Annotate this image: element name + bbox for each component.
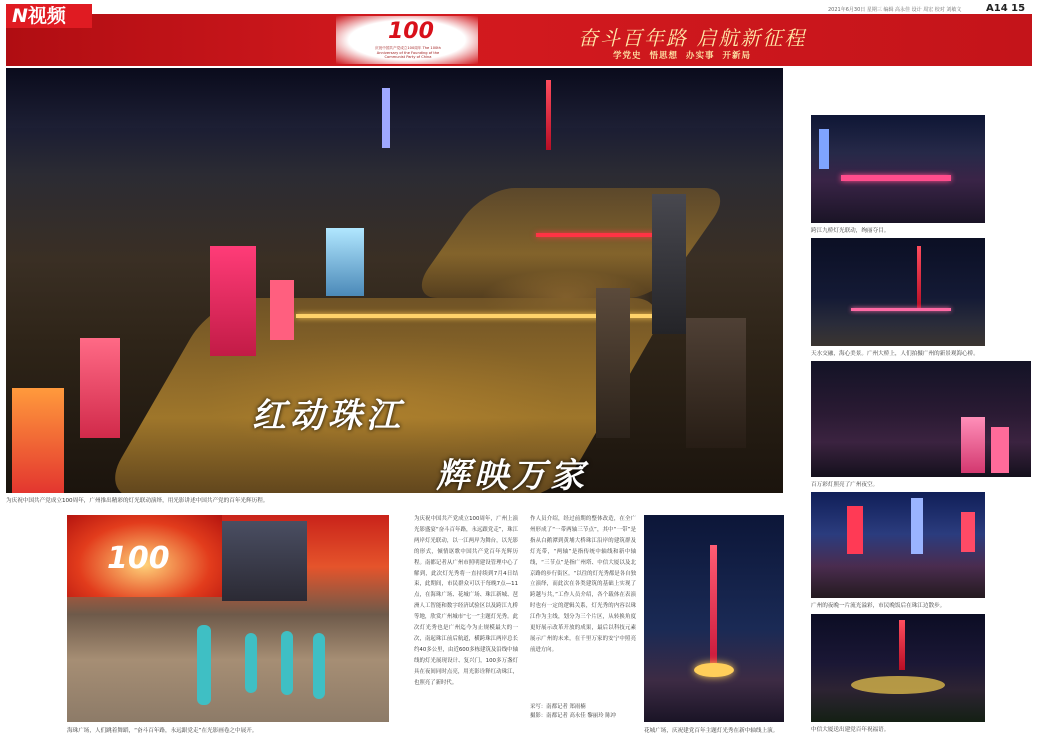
building [80,338,120,438]
building [270,280,294,340]
article-column-2: 作人员介绍，经过前期的整体改造，在全广州形成了“一带两轴三节点”，其中“一带”是指从白鹅潭到黄埔大桥珠江沿岸的建筑群及灯光带，“两轴”是指传统中轴线和新中轴线，“三节点”是指广州塔、中信大厦以及北京路的步行街区。“以往的灯光秀都是各自独立演绎，而此次在各类建筑的基础上实现了跨越与共，”工作人员介绍，各个载体在表演时也有一定的逻辑关系，灯光秀的内容以珠江作为主线，划分为三个片区，从转换角度更好展示改革开放的成果，最后以科技元素展示广州的未来，在千里万家的安宁中照亮前进方向。 [530,516,636,653]
building [652,194,686,334]
sub-slogan-item: 悟思想 [649,51,678,61]
page-number: A14 15 [986,3,1026,14]
date-editor-line: 2021年6月30日 星期三 编辑 高永佳 设计 周宏 校对 刘敏文 [828,7,962,13]
reporter-credit: 采写：南都记者 郑雨楠 [530,704,586,710]
header-slogan: 奋斗百年路 启航新征程 [578,26,807,50]
side-caption-2: 天水交融，海心美景。广州大桥上，人们拍摄广州的新景观海心桥。 [811,351,979,357]
canton-tower [917,246,921,308]
dancer [197,625,211,705]
side-caption-1: 跨江九桥灯光联动，绚丽夺目。 [811,228,890,234]
building [210,246,256,356]
million-lights-photo [811,361,1031,477]
photographer-credit: 摄影：南都记者 高永佳 黎丽玲 陈冲 [530,713,617,719]
building [847,506,863,554]
side-caption-3: 百万彩灯照亮了广州夜空。 [811,482,879,488]
light-stage [694,663,734,677]
building [686,318,746,448]
main-photo-caption: 为庆祝中国共产党成立100周年，广州推出精彩的灯光联动演绎，用光影讲述中国共产党的百年光辉历程。 [6,498,269,504]
side-caption-5: 中信大厦送出建党百年祝福语。 [811,727,890,733]
flower-city-square-photo [644,515,784,722]
dancer [245,633,257,693]
lit-bridge [536,233,656,237]
header-banner [6,14,1032,66]
emblem-number: 100 [388,19,434,44]
brand-name: 视频 [27,5,66,27]
brand-mark: N [12,5,28,27]
building [911,498,923,554]
canton-tower [710,545,717,665]
n-video-logo [6,4,92,28]
article-credits [530,703,616,721]
building [961,417,985,473]
main-photo-pearl-river-night [6,68,783,493]
main-title-line1: 红动珠江 [252,396,404,436]
nine-bridges-photo [811,115,985,223]
building [819,129,829,169]
bottom-left-caption: 海珠广场，人们跳着舞蹈，“奋斗百年路，永远跟党走”在光影画卷之中展开。 [67,728,258,734]
citic-tower-photo [811,614,985,722]
sub-slogan-item: 学党史 [613,51,642,61]
building [326,228,364,296]
night-sky [6,68,783,128]
sub-slogan-item: 开新局 [722,51,751,61]
stadium [851,676,945,694]
canton-tower [546,80,551,150]
building [382,88,390,148]
main-title-line2: 辉映万家 [436,456,588,493]
building [961,512,975,552]
haizhu-square-dance-photo [67,515,389,722]
emblem-text: 庆祝中国共产党成立100周年 The 100th Anniversary of the Founding of the Communist Party of China [375,46,441,59]
centenary-emblem [336,16,478,64]
screen-number: 100 [107,541,170,576]
article-column-1: 为庆祝中国共产党成立100周年，广州上演光影盛宴“奋斗百年路，永远跟党走”，珠江两岸灯光联动，以一江两岸为舞台，以光影的形式，倾情讴歌中国共产党百年光辉历程。南都记者从广州市照明建设管理中心了解到，此次灯光秀将一直持续到7月4日结束，此期间，市民群众可以于每晚7点—11点，在海珠广场、花城广场、珠江新城、琶洲人工智能和数字经济试验区以及跨江九桥等地，欣赏广州城市“七一”主题灯光秀。此次灯光秀也是广州迄今为止规模最大的一次，南起珠江前后航道，横跨珠江两岸总长约40多公里，由近600多栋建筑及沿线中轴线的灯光展现设计、复兴门，100多万盏灯具在夜间同时点亮，用光影诠释红动珠江，也照亮了新时代。 [414,516,518,686]
citic-tower [899,620,905,670]
lit-bridge [841,175,951,181]
sub-slogan-item: 办实事 [685,51,715,61]
haixin-bridge-photo [811,238,985,346]
tv-tower-caption: 花城广场，庆祝建党百年主题灯光秀在新中轴线上演。 [644,728,779,734]
building [12,388,64,493]
riverside-walk-photo [811,492,985,598]
building [222,521,307,601]
side-caption-4: 广州的夜晚一片流光溢彩，市民晚饭后在珠江边散步。 [811,603,946,609]
lit-bridge [851,308,951,311]
building [596,288,630,438]
dancer [313,633,325,699]
header-sub-slogan [611,49,753,61]
dancer [281,631,293,695]
building [991,427,1009,473]
